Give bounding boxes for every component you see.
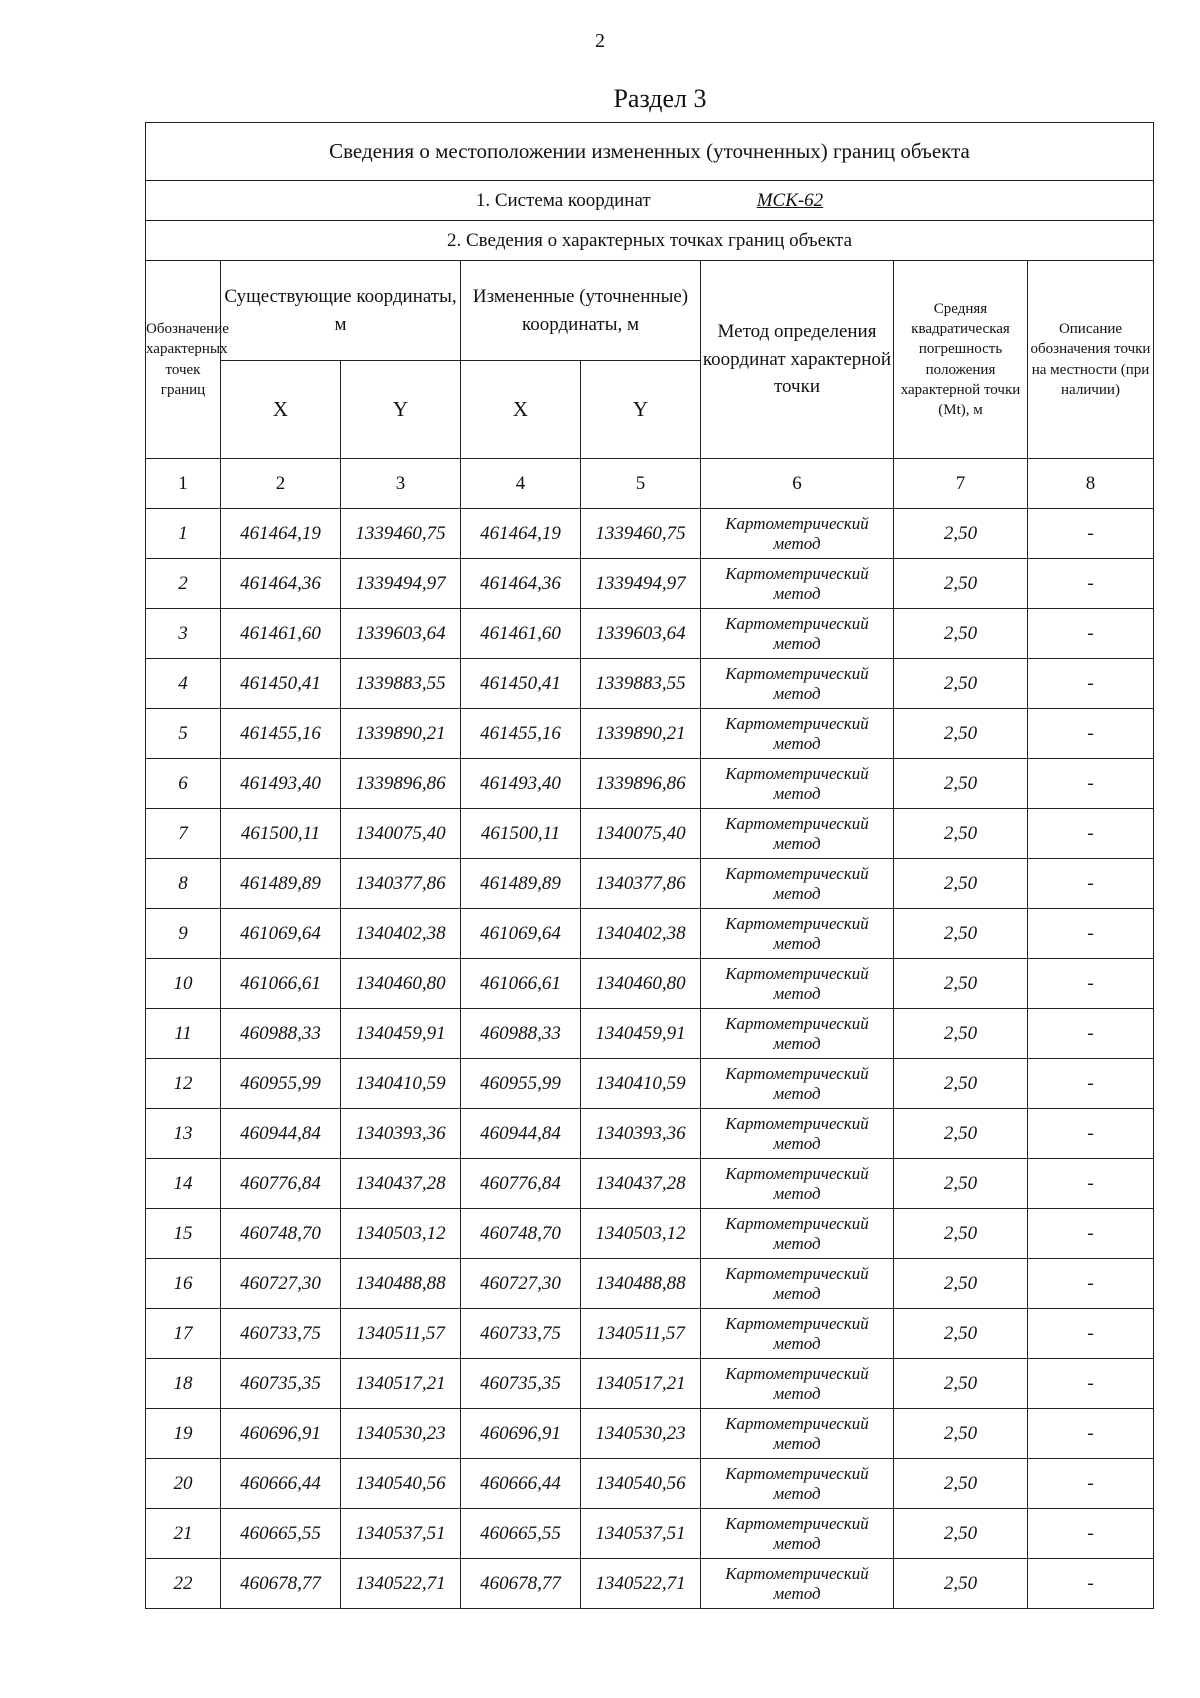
changed-y-cell: 1339460,75 [581, 509, 701, 559]
point-id-cell: 12 [146, 1059, 221, 1109]
changed-x-cell: 460727,30 [461, 1259, 581, 1309]
table-row [146, 909, 1154, 959]
method-cell: Картометрический метод [701, 1009, 894, 1059]
table-row [146, 859, 1154, 909]
error-cell: 2,50 [894, 659, 1028, 709]
point-id-cell: 1 [146, 509, 221, 559]
existing-y-cell: 1340460,80 [341, 959, 461, 1009]
column-number: 7 [894, 459, 1028, 509]
point-id-cell: 10 [146, 959, 221, 1009]
method-cell: Картометрический метод [701, 1159, 894, 1209]
method-cell: Картометрический метод [701, 709, 894, 759]
existing-y-cell: 1339603,64 [341, 609, 461, 659]
error-cell: 2,50 [894, 1109, 1028, 1159]
existing-x-cell: 461069,64 [221, 909, 341, 959]
point-id-cell: 18 [146, 1359, 221, 1409]
existing-x-cell: 460776,84 [221, 1159, 341, 1209]
existing-y-cell: 1340537,51 [341, 1509, 461, 1559]
table-row [146, 1409, 1154, 1459]
column-number: 2 [221, 459, 341, 509]
description-cell: - [1028, 959, 1154, 1009]
error-cell: 2,50 [894, 1309, 1028, 1359]
table-row [146, 809, 1154, 859]
table-row [146, 1009, 1154, 1059]
method-cell: Картометрический метод [701, 959, 894, 1009]
description-cell: - [1028, 1359, 1154, 1409]
table-row [146, 1559, 1154, 1609]
description-cell: - [1028, 1409, 1154, 1459]
description-cell: - [1028, 909, 1154, 959]
error-cell: 2,50 [894, 1509, 1028, 1559]
changed-x-cell: 461464,36 [461, 559, 581, 609]
method-cell: Картометрический метод [701, 1509, 894, 1559]
description-cell: - [1028, 1009, 1154, 1059]
error-cell: 2,50 [894, 1459, 1028, 1509]
existing-x-cell: 461464,19 [221, 509, 341, 559]
changed-x-cell: 460988,33 [461, 1009, 581, 1059]
existing-x-cell: 460727,30 [221, 1259, 341, 1309]
existing-x-cell: 460696,91 [221, 1409, 341, 1459]
changed-x-cell: 461493,40 [461, 759, 581, 809]
description-cell: - [1028, 659, 1154, 709]
table-row [146, 1159, 1154, 1209]
changed-x-cell: 460776,84 [461, 1159, 581, 1209]
header-changed-y: Y [581, 361, 701, 459]
changed-y-cell: 1339603,64 [581, 609, 701, 659]
changed-y-cell: 1340459,91 [581, 1009, 701, 1059]
changed-x-cell: 460666,44 [461, 1459, 581, 1509]
point-id-cell: 21 [146, 1509, 221, 1559]
table-row [146, 1259, 1154, 1309]
error-cell: 2,50 [894, 1059, 1028, 1109]
method-cell: Картометрический метод [701, 909, 894, 959]
changed-y-cell: 1340393,36 [581, 1109, 701, 1159]
method-cell: Картометрический метод [701, 1559, 894, 1609]
error-cell: 2,50 [894, 709, 1028, 759]
method-cell: Картометрический метод [701, 1059, 894, 1109]
changed-x-cell: 461489,89 [461, 859, 581, 909]
method-cell: Картометрический метод [701, 609, 894, 659]
description-cell: - [1028, 1109, 1154, 1159]
existing-x-cell: 461493,40 [221, 759, 341, 809]
changed-y-cell: 1340075,40 [581, 809, 701, 859]
existing-y-cell: 1340393,36 [341, 1109, 461, 1159]
error-cell: 2,50 [894, 509, 1028, 559]
table-row [146, 659, 1154, 709]
column-number: 4 [461, 459, 581, 509]
table-row [146, 1059, 1154, 1109]
changed-x-cell: 461464,19 [461, 509, 581, 559]
description-cell: - [1028, 809, 1154, 859]
description-cell: - [1028, 1059, 1154, 1109]
error-cell: 2,50 [894, 859, 1028, 909]
changed-x-cell: 461066,61 [461, 959, 581, 1009]
existing-y-cell: 1340459,91 [341, 1009, 461, 1059]
coord-system-value: МСК-62 [756, 189, 824, 211]
description-cell: - [1028, 1259, 1154, 1309]
changed-y-cell: 1340402,38 [581, 909, 701, 959]
existing-y-cell: 1340522,71 [341, 1559, 461, 1609]
header-method: Метод определения координат характерной точки [701, 261, 894, 459]
column-number: 3 [341, 459, 461, 509]
existing-x-cell: 460955,99 [221, 1059, 341, 1109]
existing-x-cell: 460666,44 [221, 1459, 341, 1509]
existing-x-cell: 460678,77 [221, 1559, 341, 1609]
changed-y-cell: 1340517,21 [581, 1359, 701, 1409]
point-id-cell: 16 [146, 1259, 221, 1309]
point-id-cell: 8 [146, 859, 221, 909]
changed-y-cell: 1340488,88 [581, 1259, 701, 1309]
error-cell: 2,50 [894, 609, 1028, 659]
changed-y-cell: 1339890,21 [581, 709, 701, 759]
changed-y-cell: 1340522,71 [581, 1559, 701, 1609]
description-cell: - [1028, 1159, 1154, 1209]
description-cell: - [1028, 1209, 1154, 1259]
point-id-cell: 5 [146, 709, 221, 759]
table-row [146, 709, 1154, 759]
error-cell: 2,50 [894, 1159, 1028, 1209]
changed-x-cell: 461461,60 [461, 609, 581, 659]
error-cell: 2,50 [894, 909, 1028, 959]
table-row [146, 759, 1154, 809]
coord-system-label: 1. Система координат [475, 189, 651, 211]
changed-x-cell: 460735,35 [461, 1359, 581, 1409]
description-cell: - [1028, 559, 1154, 609]
method-cell: Картометрический метод [701, 1209, 894, 1259]
existing-y-cell: 1340075,40 [341, 809, 461, 859]
existing-y-cell: 1339883,55 [341, 659, 461, 709]
header-existing-coords: Существующие координаты, м [221, 261, 461, 361]
existing-y-cell: 1340517,21 [341, 1359, 461, 1409]
points-section-label: 2. Сведения о характерных точках границ объекта [146, 221, 1154, 261]
point-id-cell: 9 [146, 909, 221, 959]
existing-y-cell: 1340540,56 [341, 1459, 461, 1509]
existing-x-cell: 461455,16 [221, 709, 341, 759]
changed-y-cell: 1340460,80 [581, 959, 701, 1009]
method-cell: Картометрический метод [701, 809, 894, 859]
point-id-cell: 7 [146, 809, 221, 859]
changed-y-cell: 1340537,51 [581, 1509, 701, 1559]
boundary-points-table [145, 122, 1154, 1609]
changed-y-cell: 1340410,59 [581, 1059, 701, 1109]
changed-x-cell: 460944,84 [461, 1109, 581, 1159]
changed-y-cell: 1340530,23 [581, 1409, 701, 1459]
error-cell: 2,50 [894, 1209, 1028, 1259]
changed-x-cell: 460696,91 [461, 1409, 581, 1459]
method-cell: Картометрический метод [701, 1309, 894, 1359]
point-id-cell: 11 [146, 1009, 221, 1059]
error-cell: 2,50 [894, 959, 1028, 1009]
changed-x-cell: 461500,11 [461, 809, 581, 859]
header-point-id: Обозначение характерных точек границ [146, 261, 221, 459]
error-cell: 2,50 [894, 1559, 1028, 1609]
table-title: Сведения о местоположении измененных (уточненных) границ объекта [146, 123, 1154, 181]
point-id-cell: 17 [146, 1309, 221, 1359]
column-number: 5 [581, 459, 701, 509]
table-row [146, 1209, 1154, 1259]
section-title: Раздел 3 [613, 84, 707, 113]
header-existing-x: X [221, 361, 341, 459]
description-cell: - [1028, 859, 1154, 909]
table-row [146, 1359, 1154, 1409]
table-row [146, 609, 1154, 659]
changed-x-cell: 461069,64 [461, 909, 581, 959]
method-cell: Картометрический метод [701, 1459, 894, 1509]
existing-x-cell: 460748,70 [221, 1209, 341, 1259]
description-cell: - [1028, 509, 1154, 559]
column-numbers-row [146, 459, 1154, 509]
existing-x-cell: 460733,75 [221, 1309, 341, 1359]
existing-y-cell: 1339896,86 [341, 759, 461, 809]
existing-y-cell: 1340437,28 [341, 1159, 461, 1209]
column-number: 6 [701, 459, 894, 509]
method-cell: Картометрический метод [701, 659, 894, 709]
method-cell: Картометрический метод [701, 1409, 894, 1459]
method-cell: Картометрический метод [701, 759, 894, 809]
point-id-cell: 22 [146, 1559, 221, 1609]
existing-y-cell: 1340402,38 [341, 909, 461, 959]
description-cell: - [1028, 759, 1154, 809]
point-id-cell: 2 [146, 559, 221, 609]
changed-x-cell: 460733,75 [461, 1309, 581, 1359]
description-cell: - [1028, 1309, 1154, 1359]
changed-x-cell: 460665,55 [461, 1509, 581, 1559]
existing-y-cell: 1339494,97 [341, 559, 461, 609]
table-row [146, 1509, 1154, 1559]
existing-x-cell: 461066,61 [221, 959, 341, 1009]
table-row [146, 559, 1154, 609]
point-id-cell: 4 [146, 659, 221, 709]
changed-y-cell: 1339896,86 [581, 759, 701, 809]
table-row [146, 1459, 1154, 1509]
error-cell: 2,50 [894, 1259, 1028, 1309]
existing-y-cell: 1340410,59 [341, 1059, 461, 1109]
description-cell: - [1028, 609, 1154, 659]
page-number: 2 [595, 30, 605, 52]
point-id-cell: 15 [146, 1209, 221, 1259]
changed-x-cell: 460955,99 [461, 1059, 581, 1109]
description-cell: - [1028, 709, 1154, 759]
changed-y-cell: 1340540,56 [581, 1459, 701, 1509]
existing-x-cell: 460735,35 [221, 1359, 341, 1409]
changed-y-cell: 1339883,55 [581, 659, 701, 709]
point-id-cell: 3 [146, 609, 221, 659]
existing-x-cell: 461461,60 [221, 609, 341, 659]
changed-x-cell: 461450,41 [461, 659, 581, 709]
changed-x-cell: 460678,77 [461, 1559, 581, 1609]
method-cell: Картометрический метод [701, 559, 894, 609]
existing-y-cell: 1340503,12 [341, 1209, 461, 1259]
point-id-cell: 13 [146, 1109, 221, 1159]
changed-y-cell: 1340437,28 [581, 1159, 701, 1209]
header-error: Средняя квадратическая погрешность положения характерной точки (Mt), м [894, 261, 1028, 459]
existing-x-cell: 460944,84 [221, 1109, 341, 1159]
error-cell: 2,50 [894, 809, 1028, 859]
changed-y-cell: 1340503,12 [581, 1209, 701, 1259]
point-id-cell: 19 [146, 1409, 221, 1459]
existing-y-cell: 1339890,21 [341, 709, 461, 759]
table-row [146, 1309, 1154, 1359]
method-cell: Картометрический метод [701, 509, 894, 559]
changed-x-cell: 460748,70 [461, 1209, 581, 1259]
header-existing-y: Y [341, 361, 461, 459]
method-cell: Картометрический метод [701, 1109, 894, 1159]
existing-x-cell: 461450,41 [221, 659, 341, 709]
existing-x-cell: 461464,36 [221, 559, 341, 609]
changed-x-cell: 461455,16 [461, 709, 581, 759]
existing-y-cell: 1340377,86 [341, 859, 461, 909]
changed-y-cell: 1340377,86 [581, 859, 701, 909]
existing-x-cell: 460988,33 [221, 1009, 341, 1059]
point-id-cell: 14 [146, 1159, 221, 1209]
changed-y-cell: 1339494,97 [581, 559, 701, 609]
existing-x-cell: 461500,11 [221, 809, 341, 859]
existing-y-cell: 1339460,75 [341, 509, 461, 559]
description-cell: - [1028, 1509, 1154, 1559]
coord-system-row [146, 181, 1154, 221]
existing-x-cell: 460665,55 [221, 1509, 341, 1559]
method-cell: Картометрический метод [701, 1259, 894, 1309]
error-cell: 2,50 [894, 1409, 1028, 1459]
existing-y-cell: 1340530,23 [341, 1409, 461, 1459]
method-cell: Картометрический метод [701, 859, 894, 909]
table-row [146, 509, 1154, 559]
error-cell: 2,50 [894, 559, 1028, 609]
description-cell: - [1028, 1559, 1154, 1609]
error-cell: 2,50 [894, 759, 1028, 809]
changed-y-cell: 1340511,57 [581, 1309, 701, 1359]
column-number: 1 [146, 459, 221, 509]
method-cell: Картометрический метод [701, 1359, 894, 1409]
table-row [146, 959, 1154, 1009]
point-id-cell: 6 [146, 759, 221, 809]
header-description: Описание обозначения точки на местности (при наличии) [1028, 261, 1154, 459]
table-row [146, 1109, 1154, 1159]
error-cell: 2,50 [894, 1009, 1028, 1059]
error-cell: 2,50 [894, 1359, 1028, 1409]
header-changed-coords: Измененные (уточненные) координаты, м [461, 261, 701, 361]
column-number: 8 [1028, 459, 1154, 509]
header-changed-x: X [461, 361, 581, 459]
description-cell: - [1028, 1459, 1154, 1509]
existing-y-cell: 1340488,88 [341, 1259, 461, 1309]
existing-x-cell: 461489,89 [221, 859, 341, 909]
existing-y-cell: 1340511,57 [341, 1309, 461, 1359]
point-id-cell: 20 [146, 1459, 221, 1509]
